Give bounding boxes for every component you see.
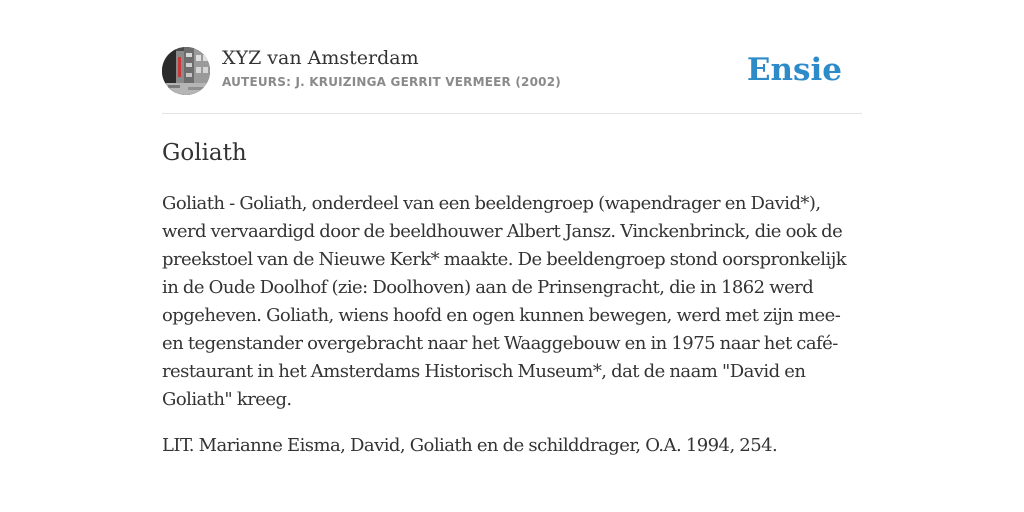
entry-card [162,40,862,460]
entry-text: Goliath - Goliath, onderdeel van een beeldengroep (wapendrager en David*), werd vervaardigd door de beeldhouwer Albert Jansz. Vinckenbrinck, die ook de preekstoel van de Nieuwe Kerk* maakte. De beeldengroep stond oorspronkelijk in de Oude Doolhof (zie: Doolhoven) aan de Prinsengracht, die in 1862 werd opgeheven. Goliath, wiens hoofd en ogen kunnen bewegen, werd met zijn meeen tegenstander overgebracht naar het Waaggebouw en in 1975 naar het caférestaurant in het Amsterdams Historisch Museum*, dat de naam "David en Goliath" kreeg. [162,193,847,410]
entry-literature: LIT. Marianne Eisma, David, Goliath en de schilddrager, O.A. 1994, 254. [162,435,778,456]
book-authors: AUTEURS: J. KRUIZINGA GERRIT VERMEER (2002) [222,75,561,89]
source-header [162,40,862,114]
ensie-logo[interactable]: Ensie [746,52,842,88]
book-cover-photo-icon[interactable] [162,47,210,95]
entry-title: Goliath [162,140,247,166]
book-title[interactable]: XYZ van Amsterdam [222,47,419,69]
